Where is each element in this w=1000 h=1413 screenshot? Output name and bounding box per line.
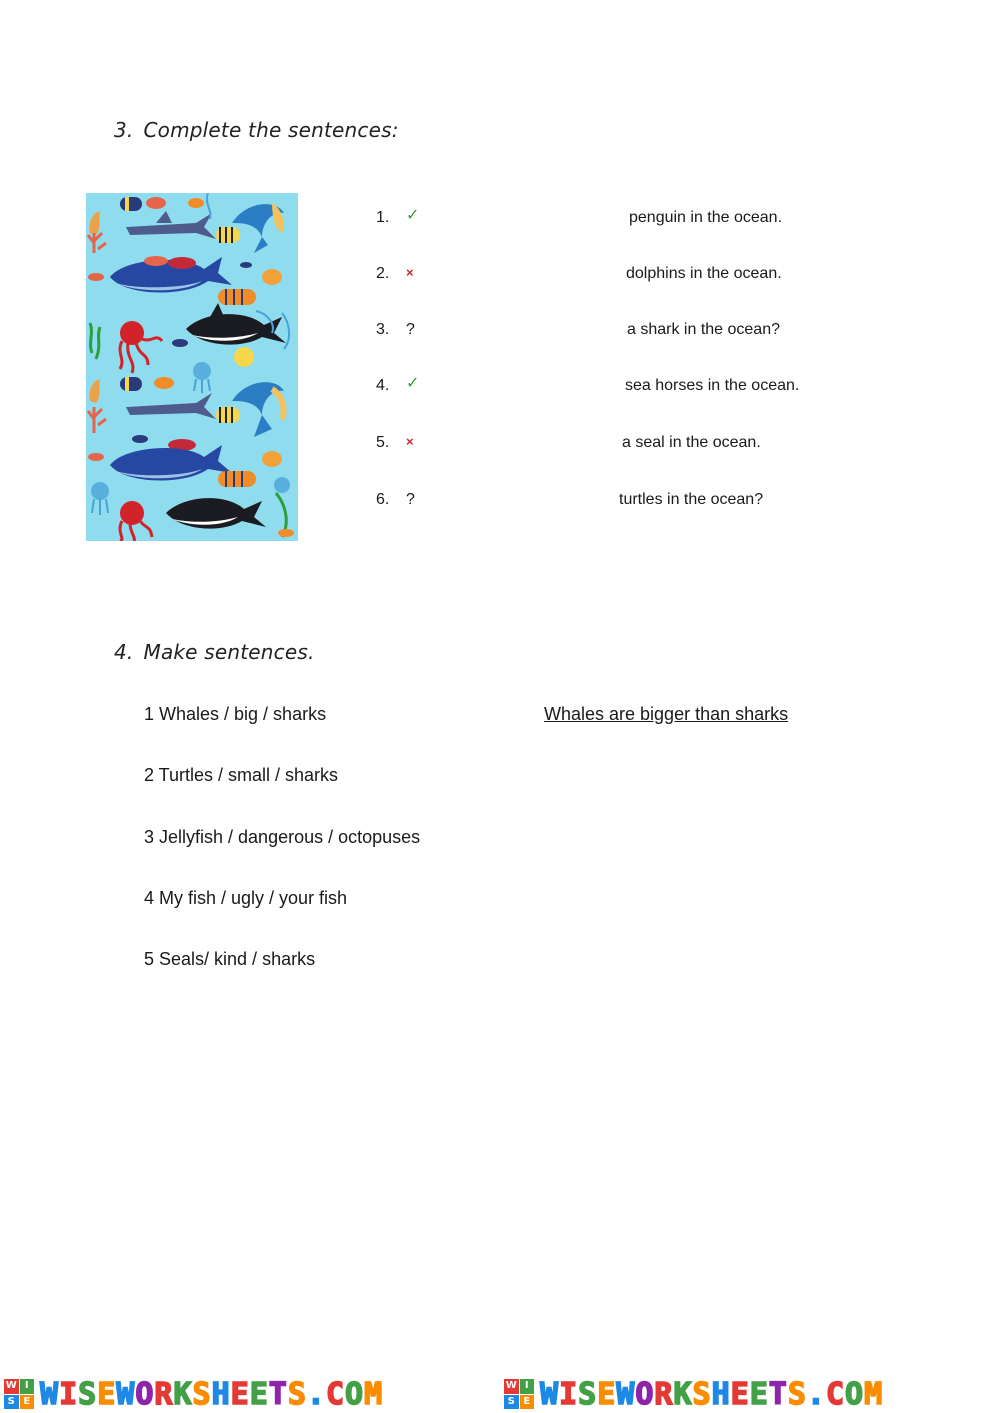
section-3-title: Complete the sentences:: [143, 118, 399, 142]
watermark-letter: M: [364, 1376, 384, 1412]
watermark-letter: H: [711, 1376, 731, 1412]
item-number: 3.: [376, 321, 390, 338]
footer-watermark: [0, 1375, 1000, 1413]
watermark-letter: R: [154, 1376, 174, 1412]
watermark-letter: R: [654, 1376, 674, 1412]
sentence-item: [376, 430, 896, 456]
watermark-letter: S: [78, 1376, 98, 1412]
watermark-letter: S: [287, 1376, 307, 1412]
logo-icon: W I S E: [4, 1379, 34, 1409]
section-4-number: 4.: [114, 640, 134, 664]
sentence-item: [376, 317, 896, 343]
question-mark-icon: ?: [406, 321, 415, 338]
watermark-letter: C: [825, 1376, 845, 1412]
sentence-text: sea horses in the ocean.: [625, 377, 800, 394]
watermark-text: [40, 1377, 383, 1412]
item-number: 4.: [376, 377, 390, 394]
watermark-letter: W: [116, 1376, 136, 1412]
cross-icon: ×: [406, 434, 414, 449]
watermark-letter: E: [249, 1376, 269, 1412]
checkmark-icon: ✓: [406, 207, 420, 224]
prompt-item: 4 My fish / ugly / your fish: [144, 888, 348, 908]
sentence-text: dolphins in the ocean.: [626, 265, 782, 282]
watermark-letter: M: [864, 1376, 884, 1412]
sentence-item: [376, 261, 896, 287]
watermark-letter: S: [692, 1376, 712, 1412]
watermark-letter: O: [345, 1376, 365, 1412]
checkmark-icon: ✓: [406, 375, 420, 392]
watermark-left: [4, 1375, 383, 1413]
watermark-letter: E: [597, 1376, 617, 1412]
watermark-letter: W: [540, 1376, 560, 1412]
watermark-letter: E: [97, 1376, 117, 1412]
question-mark-icon: ?: [406, 491, 415, 508]
watermark-letter: T: [768, 1376, 788, 1412]
watermark-letter: K: [173, 1376, 193, 1412]
prompt-item: 2 Turtles / small / sharks: [144, 765, 339, 785]
sentence-text: turtles in the ocean?: [619, 491, 764, 508]
sentence-item: [376, 487, 896, 513]
section-4-title: Make sentences.: [143, 640, 315, 664]
watermark-letter: H: [211, 1376, 231, 1412]
watermark-letter: W: [40, 1376, 60, 1412]
item-number: 1.: [376, 209, 390, 226]
watermark-letter: T: [268, 1376, 288, 1412]
watermark-letter: O: [135, 1376, 155, 1412]
watermark-letter: E: [730, 1376, 750, 1412]
prompt-item: 3 Jellyfish / dangerous / octopuses: [144, 827, 421, 847]
watermark-letter: I: [559, 1376, 579, 1412]
section-3-number: 3.: [114, 118, 134, 142]
watermark-letter: E: [230, 1376, 250, 1412]
logo-icon: W I S E: [504, 1379, 534, 1409]
watermark-letter: .: [306, 1376, 326, 1412]
watermark-letter: K: [673, 1376, 693, 1412]
section-3-heading: [114, 118, 399, 142]
watermark-text: [540, 1377, 883, 1412]
watermark-letter: W: [616, 1376, 636, 1412]
prompt-item: 5 Seals/ kind / sharks: [144, 949, 316, 969]
sentence-text: penguin in the ocean.: [629, 209, 783, 226]
section-4-heading: [114, 640, 315, 664]
sea-animals-illustration: [86, 193, 298, 541]
prompt-item: 1 Whales / big / sharks: [144, 704, 327, 724]
watermark-letter: E: [749, 1376, 769, 1412]
sentence-text: a shark in the ocean?: [627, 321, 780, 338]
watermark-letter: C: [325, 1376, 345, 1412]
item-number: 5.: [376, 434, 390, 451]
watermark-letter: I: [59, 1376, 79, 1412]
sentence-item: [376, 205, 896, 231]
watermark-letter: S: [192, 1376, 212, 1412]
item-number: 6.: [376, 491, 390, 508]
example-answer: Whales are bigger than sharks: [544, 704, 789, 724]
sea-animals-image: [86, 193, 298, 541]
sentence-text: a seal in the ocean.: [622, 434, 761, 451]
watermark-letter: O: [635, 1376, 655, 1412]
watermark-letter: O: [845, 1376, 865, 1412]
watermark-right: [504, 1375, 883, 1413]
sentence-item: [376, 373, 896, 399]
watermark-letter: .: [806, 1376, 826, 1412]
watermark-letter: S: [578, 1376, 598, 1412]
cross-icon: ×: [406, 265, 414, 280]
item-number: 2.: [376, 265, 390, 282]
watermark-letter: S: [787, 1376, 807, 1412]
